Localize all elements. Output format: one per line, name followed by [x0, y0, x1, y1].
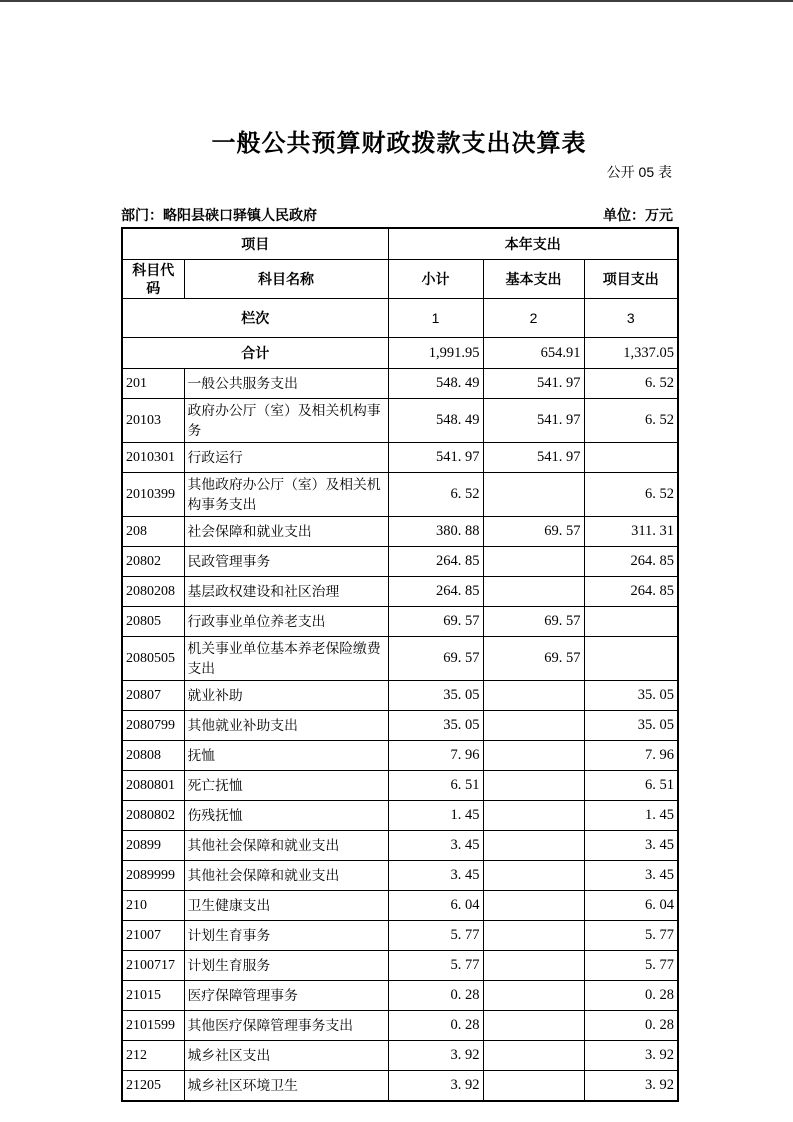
- subtotal-cell: 548. 49: [388, 399, 483, 443]
- table-row: [122, 473, 678, 517]
- subject-name-cell: 计划生育事务: [184, 921, 388, 951]
- project-expense-cell: 1. 45: [584, 801, 678, 831]
- basic-expense-cell: [483, 951, 584, 981]
- subtotal-cell: 5. 77: [388, 921, 483, 951]
- basic-expense-cell: [483, 801, 584, 831]
- subject-code-cell: 208: [122, 517, 184, 547]
- subject-name-cell: 一般公共服务支出: [184, 369, 388, 399]
- project-expense-cell: 6. 52: [584, 399, 678, 443]
- project-expense-cell: 0. 28: [584, 981, 678, 1011]
- project-expense-cell: 7. 96: [584, 741, 678, 771]
- basic-expense-cell: 69. 57: [483, 517, 584, 547]
- project-expense-cell: 3. 45: [584, 861, 678, 891]
- subtotal-cell: 1. 45: [388, 801, 483, 831]
- subtotal-cell: 380. 88: [388, 517, 483, 547]
- basic-expense-cell: [483, 741, 584, 771]
- header-project-group: 项目: [122, 228, 388, 260]
- subject-code-cell: 20899: [122, 831, 184, 861]
- subject-code-cell: 2010399: [122, 473, 184, 517]
- table-row: [122, 637, 678, 681]
- table-row: [122, 369, 678, 399]
- subtotal-cell: 3. 45: [388, 831, 483, 861]
- project-expense-cell: 6. 52: [584, 369, 678, 399]
- header-year-expense-group: 本年支出: [388, 228, 678, 260]
- table-row: [122, 951, 678, 981]
- subject-name-cell: 城乡社区环境卫生: [184, 1071, 388, 1102]
- subject-name-cell: 其他政府办公厅（室）及相关机构事务支出: [184, 473, 388, 517]
- basic-expense-cell: 69. 57: [483, 637, 584, 681]
- subtotal-cell: 3. 45: [388, 861, 483, 891]
- subtotal-cell: 264. 85: [388, 547, 483, 577]
- page-title: 一般公共预算财政拨款支出决算表: [211, 130, 587, 157]
- subject-code-cell: 2080799: [122, 711, 184, 741]
- basic-expense-cell: 541. 97: [483, 399, 584, 443]
- subject-name-cell: 卫生健康支出: [184, 891, 388, 921]
- subject-name-cell: 机关事业单位基本养老保险缴费支出: [184, 637, 388, 681]
- header-subtotal: 小计: [388, 260, 483, 299]
- subtotal-cell: 7. 96: [388, 741, 483, 771]
- total-subtotal: 1,991.95: [388, 338, 483, 369]
- basic-expense-cell: 541. 97: [483, 369, 584, 399]
- subtotal-cell: 548. 49: [388, 369, 483, 399]
- column-index-label: 栏次: [122, 299, 388, 338]
- basic-expense-cell: 69. 57: [483, 607, 584, 637]
- subtotal-cell: 0. 28: [388, 1011, 483, 1041]
- subject-name-cell: 基层政权建设和社区治理: [184, 577, 388, 607]
- subtotal-cell: 0. 28: [388, 981, 483, 1011]
- table-row: [122, 741, 678, 771]
- project-expense-cell: 311. 31: [584, 517, 678, 547]
- table-row: [122, 1071, 678, 1102]
- project-expense-cell: 264. 85: [584, 577, 678, 607]
- basic-expense-cell: [483, 771, 584, 801]
- column-index-row: [122, 299, 678, 338]
- subject-code-cell: 20805: [122, 607, 184, 637]
- table-body: [122, 228, 678, 1101]
- basic-expense-cell: [483, 547, 584, 577]
- unit-label: 单位：万元: [603, 207, 673, 223]
- header-subject-code-text: 科目代码: [132, 261, 175, 296]
- table-row: [122, 831, 678, 861]
- subject-code-cell: 212: [122, 1041, 184, 1071]
- subtotal-cell: 264. 85: [388, 577, 483, 607]
- table-meta-row: [121, 205, 673, 225]
- table-row: [122, 443, 678, 473]
- basic-expense-cell: [483, 711, 584, 741]
- subtotal-cell: 35. 05: [388, 681, 483, 711]
- basic-expense-cell: [483, 1041, 584, 1071]
- header-basic-expense: 基本支出: [483, 260, 584, 299]
- table-row: [122, 607, 678, 637]
- table-row: [122, 921, 678, 951]
- subject-name-cell: 政府办公厅（室）及相关机构事务: [184, 399, 388, 443]
- basic-expense-cell: [483, 981, 584, 1011]
- header-project-expense: 项目支出: [584, 260, 678, 299]
- project-expense-cell: [584, 637, 678, 681]
- project-expense-cell: 35. 05: [584, 681, 678, 711]
- subject-name-cell: 医疗保障管理事务: [184, 981, 388, 1011]
- project-expense-cell: 5. 77: [584, 921, 678, 951]
- subject-name-cell: 其他医疗保障管理事务支出: [184, 1011, 388, 1041]
- page-top-rule: [0, 0, 793, 2]
- subject-code-cell: 21015: [122, 981, 184, 1011]
- project-expense-cell: 6. 04: [584, 891, 678, 921]
- subject-code-cell: 20808: [122, 741, 184, 771]
- subtotal-cell: 3. 92: [388, 1071, 483, 1102]
- project-expense-cell: 0. 28: [584, 1011, 678, 1041]
- subject-name-cell: 其他社会保障和就业支出: [184, 861, 388, 891]
- subtotal-cell: 6. 04: [388, 891, 483, 921]
- subject-name-cell: 行政运行: [184, 443, 388, 473]
- subtotal-cell: 35. 05: [388, 711, 483, 741]
- subject-code-cell: 2080802: [122, 801, 184, 831]
- column-index-3: 3: [584, 299, 678, 338]
- header-subject-name: 科目名称: [184, 260, 388, 299]
- subtotal-cell: 69. 57: [388, 607, 483, 637]
- subject-code-cell: 2080208: [122, 577, 184, 607]
- subject-name-cell: 抚恤: [184, 741, 388, 771]
- basic-expense-cell: [483, 831, 584, 861]
- subject-code-cell: 20103: [122, 399, 184, 443]
- subject-name-cell: 伤残抚恤: [184, 801, 388, 831]
- table-row: [122, 547, 678, 577]
- project-expense-cell: 6. 52: [584, 473, 678, 517]
- subject-code-cell: 2010301: [122, 443, 184, 473]
- subject-name-cell: 其他社会保障和就业支出: [184, 831, 388, 861]
- basic-expense-cell: 541. 97: [483, 443, 584, 473]
- department-label: 部门：略阳县硖口驿镇人民政府: [121, 207, 317, 223]
- table-row: [122, 801, 678, 831]
- subject-code-cell: 2080505: [122, 637, 184, 681]
- subject-code-cell: 201: [122, 369, 184, 399]
- subtotal-cell: 69. 57: [388, 637, 483, 681]
- subtotal-cell: 6. 51: [388, 771, 483, 801]
- subject-code-cell: 21205: [122, 1071, 184, 1102]
- table-row: [122, 1011, 678, 1041]
- subject-code-cell: 21007: [122, 921, 184, 951]
- subject-name-cell: 计划生育服务: [184, 951, 388, 981]
- subject-name-cell: 就业补助: [184, 681, 388, 711]
- table-row: [122, 981, 678, 1011]
- column-index-2: 2: [483, 299, 584, 338]
- basic-expense-cell: [483, 577, 584, 607]
- subtotal-cell: 3. 92: [388, 1041, 483, 1071]
- basic-expense-cell: [483, 681, 584, 711]
- subject-name-cell: 城乡社区支出: [184, 1041, 388, 1071]
- table-number-label: 公开 05 表: [606, 164, 672, 180]
- header-subject-code: [122, 260, 184, 299]
- project-expense-cell: 35. 05: [584, 711, 678, 741]
- total-row: [122, 338, 678, 369]
- table-row: [122, 861, 678, 891]
- subtotal-cell: 5. 77: [388, 951, 483, 981]
- column-index-1: 1: [388, 299, 483, 338]
- project-expense-cell: [584, 607, 678, 637]
- subject-code-cell: 2101599: [122, 1011, 184, 1041]
- table-row: [122, 577, 678, 607]
- table-row: [122, 517, 678, 547]
- header-group-row: [122, 228, 678, 260]
- table-row: [122, 681, 678, 711]
- subject-name-cell: 社会保障和就业支出: [184, 517, 388, 547]
- project-expense-cell: [584, 443, 678, 473]
- table-row: [122, 711, 678, 741]
- subject-code-cell: 2089999: [122, 861, 184, 891]
- project-expense-cell: 3. 92: [584, 1071, 678, 1102]
- subject-code-cell: 20807: [122, 681, 184, 711]
- table-row: [122, 399, 678, 443]
- basic-expense-cell: [483, 891, 584, 921]
- total-project-expense: 1,337.05: [584, 338, 678, 369]
- subtotal-cell: 6. 52: [388, 473, 483, 517]
- basic-expense-cell: [483, 1071, 584, 1102]
- basic-expense-cell: [483, 861, 584, 891]
- total-label: 合计: [122, 338, 388, 369]
- total-basic-expense: 654.91: [483, 338, 584, 369]
- subject-name-cell: 死亡抚恤: [184, 771, 388, 801]
- table-row: [122, 891, 678, 921]
- budget-table: [121, 227, 679, 1102]
- basic-expense-cell: [483, 921, 584, 951]
- table-row: [122, 771, 678, 801]
- basic-expense-cell: [483, 473, 584, 517]
- basic-expense-cell: [483, 1011, 584, 1041]
- project-expense-cell: 264. 85: [584, 547, 678, 577]
- subject-code-cell: 2100717: [122, 951, 184, 981]
- project-expense-cell: 5. 77: [584, 951, 678, 981]
- subject-name-cell: 行政事业单位养老支出: [184, 607, 388, 637]
- project-expense-cell: 3. 45: [584, 831, 678, 861]
- subject-code-cell: 210: [122, 891, 184, 921]
- project-expense-cell: 3. 92: [584, 1041, 678, 1071]
- subject-code-cell: 2080801: [122, 771, 184, 801]
- subject-code-cell: 20802: [122, 547, 184, 577]
- table-row: [122, 1041, 678, 1071]
- header-columns-row: [122, 260, 678, 299]
- subtotal-cell: 541. 97: [388, 443, 483, 473]
- subject-name-cell: 民政管理事务: [184, 547, 388, 577]
- subject-name-cell: 其他就业补助支出: [184, 711, 388, 741]
- project-expense-cell: 6. 51: [584, 771, 678, 801]
